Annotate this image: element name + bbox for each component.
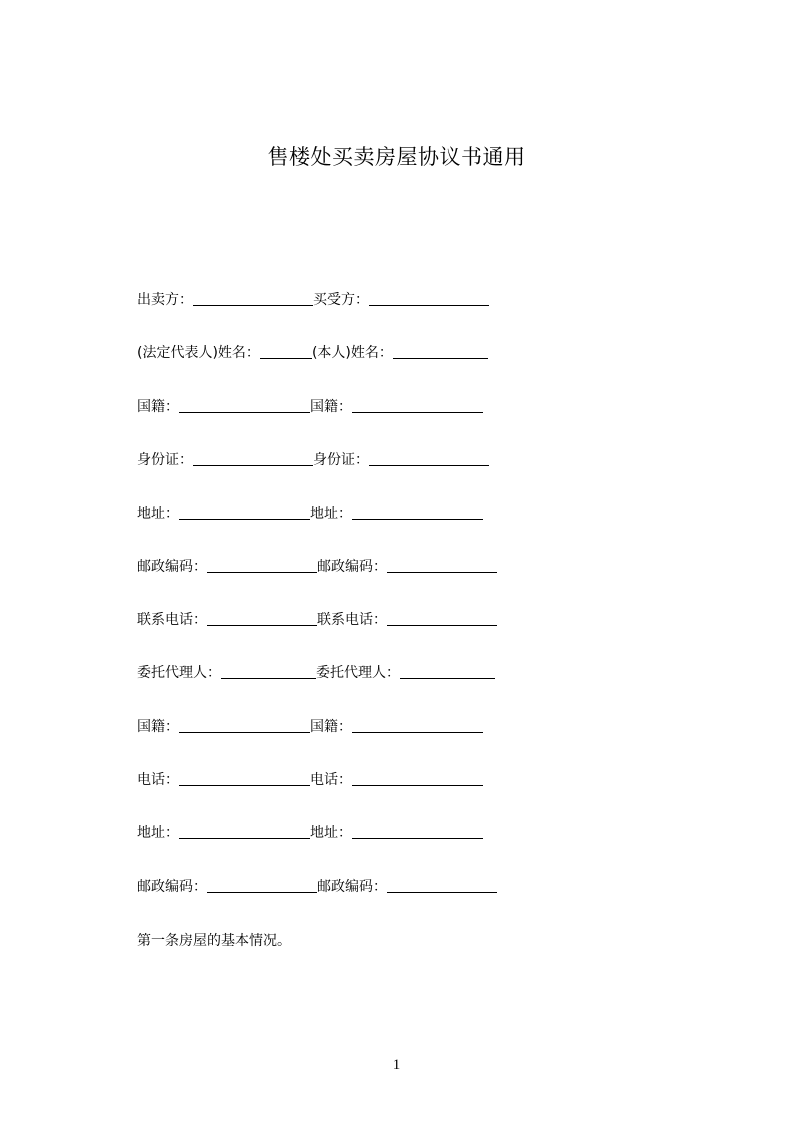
buyer-postcode-blank[interactable] <box>387 557 497 573</box>
seller-agent-nationality-blank[interactable] <box>179 717 310 733</box>
agent-address-row <box>137 823 483 843</box>
self-name-label: (本人)姓名： <box>311 345 393 361</box>
seller-id-card-label: 身份证： <box>137 452 193 468</box>
nationality-row <box>137 397 483 417</box>
legal-rep-name-label: (法定代表人)姓名： <box>137 345 260 361</box>
agent-row <box>137 663 495 683</box>
buyer-blank[interactable] <box>369 290 489 306</box>
seller-nationality-label: 国籍： <box>137 399 179 415</box>
buyer-nationality-label: 国籍： <box>310 399 352 415</box>
buyer-address-label: 地址： <box>310 506 352 522</box>
buyer-id-card-label: 身份证： <box>313 452 369 468</box>
buyer-phone-label: 电话： <box>310 772 352 788</box>
seller-agent-blank[interactable] <box>221 663 316 679</box>
seller-label: 出卖方： <box>137 292 193 308</box>
buyer-phone-blank[interactable] <box>352 770 483 786</box>
agent-nationality-row <box>137 717 483 737</box>
seller-agent-address-blank[interactable] <box>179 823 310 839</box>
seller-contact-phone-label: 联系电话： <box>137 612 207 628</box>
buyer-agent-postcode-blank[interactable] <box>387 877 497 893</box>
seller-id-card-blank[interactable] <box>193 450 313 466</box>
seller-contact-phone-blank[interactable] <box>207 610 317 626</box>
seller-blank[interactable] <box>193 290 313 306</box>
seller-postcode-blank[interactable] <box>207 557 317 573</box>
seller-phone-blank[interactable] <box>179 770 310 786</box>
article-1-heading <box>137 931 291 951</box>
agent-postcode-row <box>137 877 497 897</box>
buyer-label: 买受方： <box>313 292 369 308</box>
page-title: 售楼处买卖房屋协议书通用 <box>267 145 526 169</box>
buyer-agent-address-blank[interactable] <box>352 823 483 839</box>
buyer-agent-address-label: 地址： <box>310 825 352 841</box>
seller-address-blank[interactable] <box>179 504 310 520</box>
buyer-agent-blank[interactable] <box>400 663 495 679</box>
buyer-agent-label: 委托代理人： <box>316 665 400 681</box>
legal-rep-name-blank[interactable] <box>260 343 312 359</box>
buyer-agent-nationality-label: 国籍： <box>310 719 352 735</box>
id-card-row <box>137 450 489 470</box>
buyer-postcode-label: 邮政编码： <box>317 559 387 575</box>
party-row-seller-buyer <box>137 290 489 310</box>
seller-postcode-label: 邮政编码： <box>137 559 207 575</box>
seller-agent-address-label: 地址： <box>137 825 179 841</box>
buyer-contact-phone-blank[interactable] <box>387 610 497 626</box>
buyer-address-blank[interactable] <box>352 504 483 520</box>
buyer-agent-postcode-label: 邮政编码： <box>317 879 387 895</box>
name-row <box>137 343 488 363</box>
buyer-agent-nationality-blank[interactable] <box>352 717 483 733</box>
seller-address-label: 地址： <box>137 506 179 522</box>
contact-phone-row <box>137 610 497 630</box>
seller-phone-label: 电话： <box>137 772 179 788</box>
seller-agent-postcode-blank[interactable] <box>207 877 317 893</box>
phone-row <box>137 770 483 790</box>
buyer-nationality-blank[interactable] <box>352 397 483 413</box>
address-row <box>137 504 483 524</box>
buyer-contact-phone-label: 联系电话： <box>317 612 387 628</box>
self-name-blank[interactable] <box>393 343 488 359</box>
seller-agent-nationality-label: 国籍： <box>137 719 179 735</box>
article-1-text: 第一条房屋的基本情况。 <box>137 933 291 949</box>
page-number: 1 <box>392 1057 401 1073</box>
buyer-id-card-blank[interactable] <box>369 450 489 466</box>
postcode-row <box>137 557 497 577</box>
seller-nationality-blank[interactable] <box>179 397 310 413</box>
seller-agent-postcode-label: 邮政编码： <box>137 879 207 895</box>
seller-agent-label: 委托代理人： <box>137 665 221 681</box>
